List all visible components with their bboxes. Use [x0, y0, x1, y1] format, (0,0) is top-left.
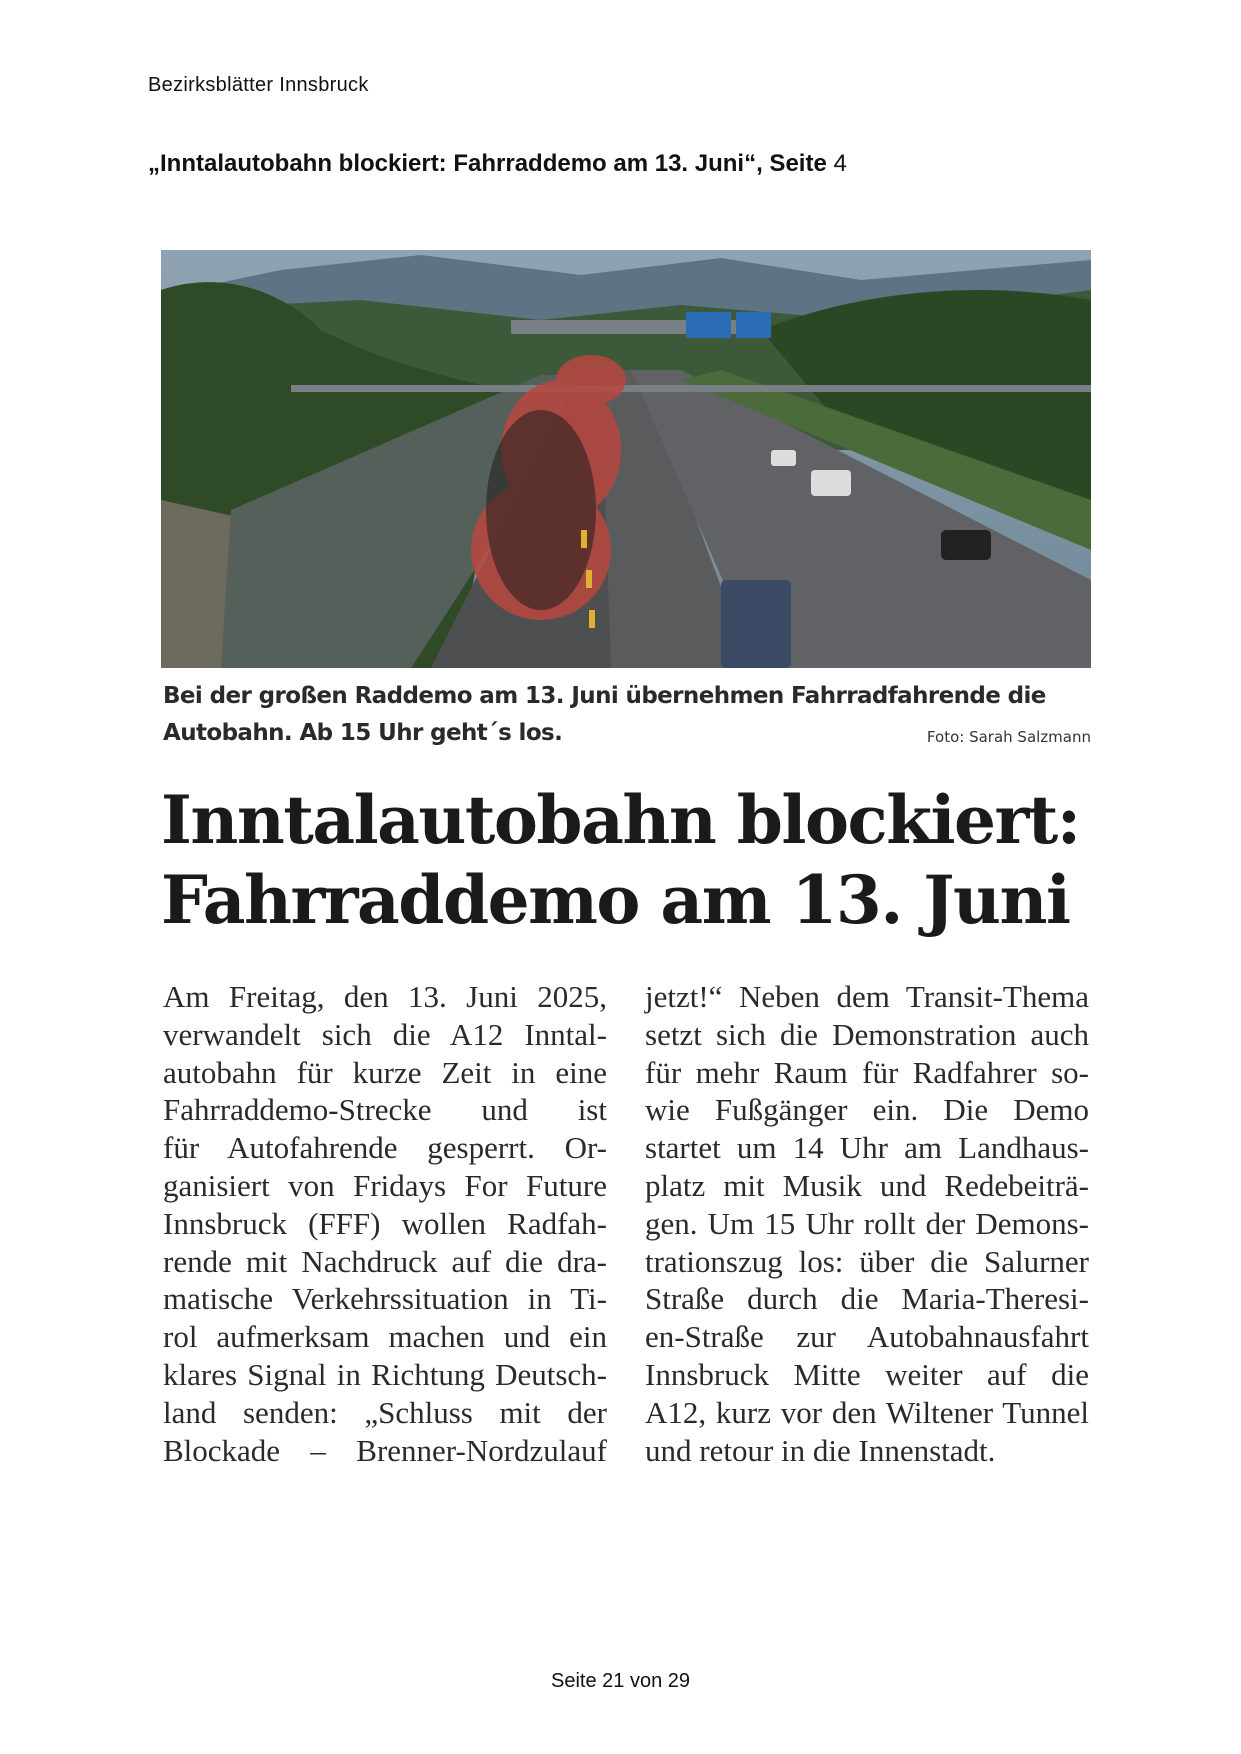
body-text-line: setzt sich die Demonstration auch [645, 1016, 1089, 1052]
caption-line: Bei der großen Raddemo am 13. Juni übernehmen Fahrradfahrende die [163, 683, 1046, 709]
body-text-line: Innsbruck (FFF) wollen Radfah- [163, 1205, 607, 1241]
body-text-line: startet um 14 Uhr am Landhaus- [645, 1130, 1089, 1166]
reference-title: „Inntalautobahn blockiert: Fahrraddemo am 13. Juni“, Seite [148, 150, 827, 177]
body-text-line: trationszug los: über die Salurner [645, 1243, 1089, 1279]
headline [161, 780, 1080, 940]
body-text-line: matische Verkehrssituation in Ti- [163, 1281, 607, 1317]
reference-page: 4 [833, 150, 847, 177]
article-photo [161, 250, 1091, 668]
article-column-1 [163, 978, 607, 1469]
body-text-line: für Autofahrende gesperrt. Or- [163, 1130, 607, 1166]
article-column-2 [645, 978, 1089, 1469]
body-text-line: und retour in die Innenstadt. [645, 1432, 996, 1468]
body-text-line: Straße durch die Maria-Theresi- [645, 1281, 1089, 1317]
body-text-line: autobahn für kurze Zeit in eine [163, 1054, 607, 1090]
body-text-line: Fahrraddemo-Strecke und ist [163, 1092, 607, 1128]
body-text-line: gen. Um 15 Uhr rollt der Demons- [645, 1205, 1089, 1241]
body-text-line: jetzt!“ Neben dem Transit-Thema [645, 979, 1089, 1014]
publication-name: Bezirksblätter Innsbruck [148, 74, 369, 96]
body-text-line: en-Straße zur Autobahnausfahrt [645, 1319, 1089, 1355]
page-number: Seite 21 von 29 [551, 1670, 690, 1692]
caption-line: Autobahn. Ab 15 Uhr geht´s los. [163, 720, 563, 746]
body-text-line: rol aufmerksam machen und ein [163, 1319, 607, 1355]
body-text-line: platz mit Musik und Redebeiträ- [645, 1167, 1089, 1203]
body-text-line: für mehr Raum für Radfahrer so- [645, 1054, 1089, 1090]
article-reference [148, 150, 847, 178]
body-text-line: Innsbruck Mitte weiter auf die [645, 1356, 1089, 1392]
body-text-line: A12, kurz vor den Wiltener Tunnel [645, 1394, 1089, 1430]
body-text-line: rende mit Nachdruck auf die dra- [163, 1243, 607, 1279]
body-text-line: Blockade – Brenner-Nordzulauf [163, 1432, 607, 1468]
headline-line: Inntalautobahn blockiert: [161, 781, 1080, 859]
body-text-line: ganisiert von Fridays For Future [163, 1167, 607, 1203]
body-text-line: klares Signal in Richtung Deutsch- [163, 1356, 607, 1392]
body-text-line: Am Freitag, den 13. Juni 2025, [163, 979, 607, 1014]
headline-line: Fahrraddemo am 13. Juni [161, 861, 1070, 939]
body-text-line: wie Fußgänger ein. Die Demo [645, 1092, 1089, 1128]
body-text-line: land senden: „Schluss mit der [163, 1394, 607, 1430]
body-text-line: verwandelt sich die A12 Inntal- [163, 1016, 607, 1052]
photo-credit: Foto: Sarah Salzmann [926, 728, 1091, 746]
